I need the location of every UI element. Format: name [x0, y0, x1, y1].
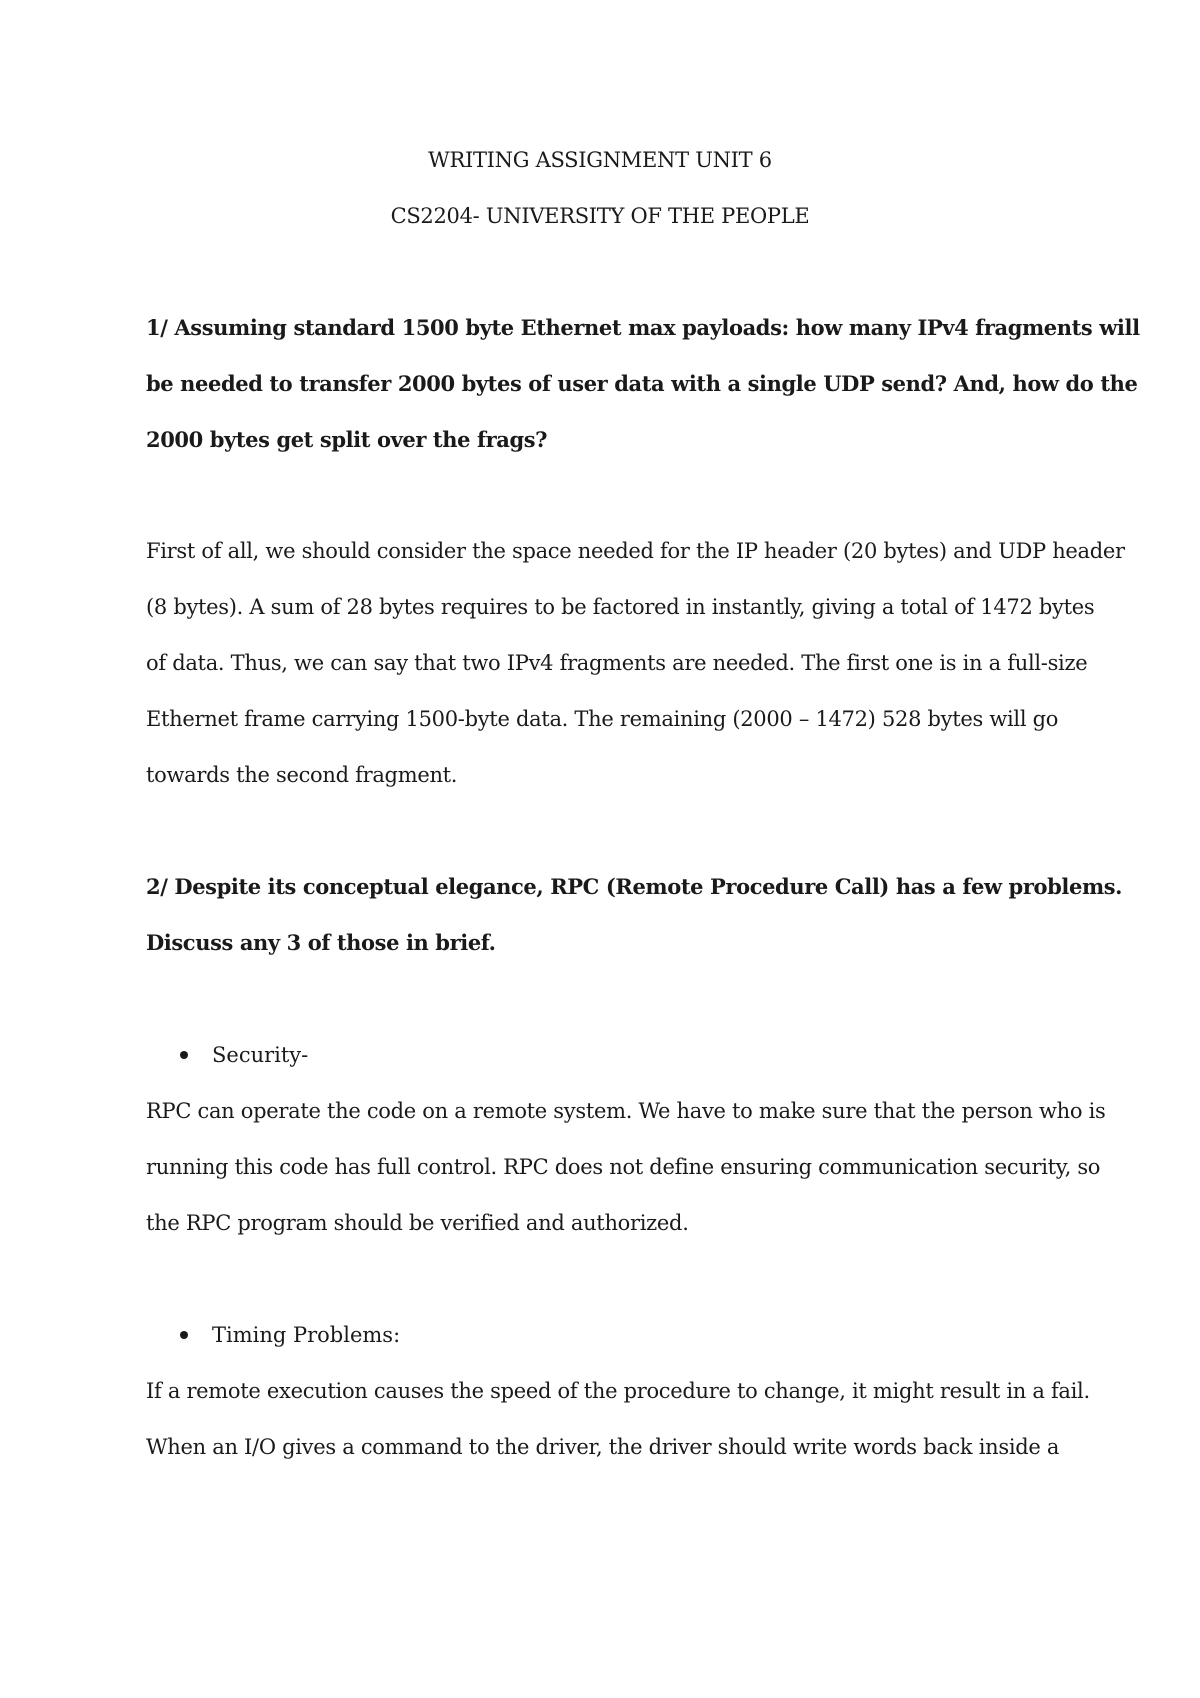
bullet-2-text-line: If a remote execution causes the speed of the procedure to change, it might result in a fail. — [146, 1379, 1090, 1403]
bullet-label: Security- — [212, 1043, 309, 1067]
answer-1-line: Ethernet frame carrying 1500-byte data. The remaining (2000 – 1472) 528 bytes will go — [146, 707, 1059, 731]
bullet-dot-icon — [180, 1331, 188, 1339]
answer-1-line: (8 bytes). A sum of 28 bytes requires to be factored in instantly, giving a total of 1472 bytes — [146, 595, 1095, 619]
bullet-1-text-line: running this code has full control. RPC does not define ensuring communication security, so — [146, 1155, 1101, 1179]
answer-1-line: towards the second fragment. — [146, 763, 458, 787]
bullet-label: Timing Problems: — [212, 1323, 401, 1347]
question-1-line: be needed to transfer 2000 bytes of user data with a single UDP send? And, how do the — [146, 371, 1138, 396]
answer-1-line: First of all, we should consider the space needed for the IP header (20 bytes) and UDP header — [146, 539, 1125, 563]
bullet-item-timing — [180, 1321, 400, 1349]
document-subtitle: CS2204- UNIVERSITY OF THE PEOPLE — [390, 204, 810, 228]
document-title: WRITING ASSIGNMENT UNIT 6 — [428, 148, 772, 172]
bullet-item-security — [180, 1041, 308, 1069]
question-2-line: 2/ Despite its conceptual elegance, RPC (Remote Procedure Call) has a few problems. — [146, 874, 1123, 899]
answer-1-line: of data. Thus, we can say that two IPv4 fragments are needed. The first one is in a full-size — [146, 651, 1088, 675]
question-1-line: 2000 bytes get split over the frags? — [146, 427, 548, 452]
bullet-2-text-line: When an I/O gives a command to the driver, the driver should write words back inside a — [146, 1435, 1060, 1459]
bullet-1-text-line: RPC can operate the code on a remote system. We have to make sure that the person who is — [146, 1099, 1106, 1123]
bullet-dot-icon — [180, 1051, 188, 1059]
bullet-1-text-line: the RPC program should be verified and authorized. — [146, 1211, 689, 1235]
question-1-line: 1/ Assuming standard 1500 byte Ethernet max payloads: how many IPv4 fragments will — [146, 315, 1140, 340]
question-2-line: Discuss any 3 of those in brief. — [146, 930, 496, 955]
